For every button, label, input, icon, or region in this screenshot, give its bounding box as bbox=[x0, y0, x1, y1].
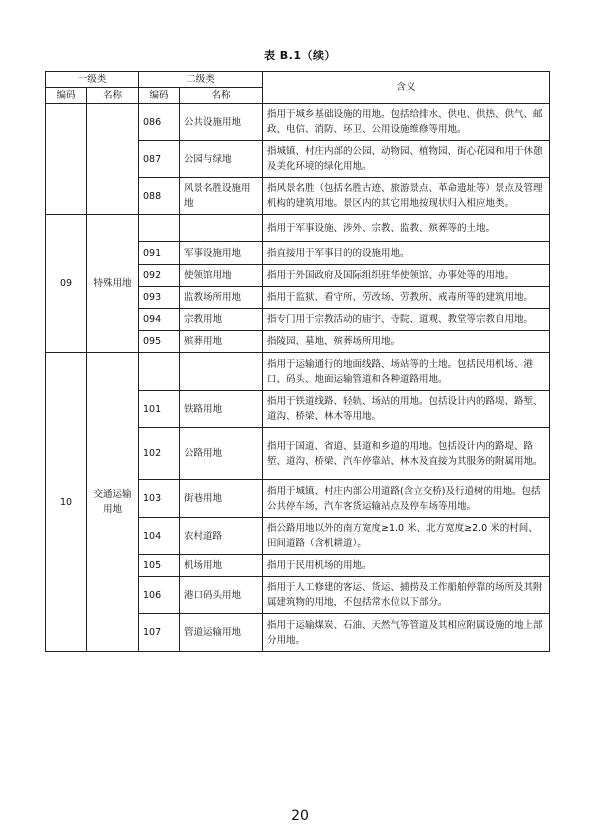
land-classification-table bbox=[45, 71, 550, 652]
level2-name: 农村道路 bbox=[180, 518, 263, 555]
level2-code: 102 bbox=[139, 428, 180, 480]
table-row bbox=[46, 353, 550, 391]
level1-code: 10 bbox=[46, 353, 87, 652]
level2-name bbox=[180, 215, 263, 242]
page-number: 20 bbox=[291, 808, 309, 824]
meaning-text: 指用于城乡基础设施的用地。包括给排水、供电、供热、供气、邮政、电信、消防、环卫、公用设施维修等用地。 bbox=[263, 104, 550, 141]
meaning-text: 指城镇、村庄内部的公园、动物园、植物园、街心花园和用于休憩及美化环境的绿化用地。 bbox=[263, 141, 550, 178]
meaning-text: 指直接用于军事目的的设施用地。 bbox=[263, 242, 550, 265]
level1-name: 特殊用地 bbox=[87, 215, 139, 353]
level2-code: 101 bbox=[139, 391, 180, 428]
meaning-text: 指用于国道、省道、县道和乡道的用地。包括设计内的路堤、路堑、道沟、桥梁、汽车停靠站、林木及直接为其服务的附属用地。 bbox=[263, 428, 550, 480]
level2-name: 街巷用地 bbox=[180, 480, 263, 518]
level2-name: 机场用地 bbox=[180, 555, 263, 577]
level2-code bbox=[139, 353, 180, 391]
meaning-text: 指用于城镇、村庄内部公用道路(含立交桥)及行道树的用地。包括公共停车场，汽车客货运输站点及停车场等用地。 bbox=[263, 480, 550, 518]
header-level2-name: 名称 bbox=[180, 88, 263, 104]
meaning-text: 指陵园、墓地、殡葬场所用地。 bbox=[263, 331, 550, 353]
level2-code: 087 bbox=[139, 141, 180, 178]
meaning-text: 指用于运输煤炭、石油、天然气等管道及其相应附属设施的地上部分用地。 bbox=[263, 614, 550, 652]
level2-code: 105 bbox=[139, 555, 180, 577]
level2-name: 宗教用地 bbox=[180, 309, 263, 331]
level1-name-cell bbox=[87, 104, 139, 215]
meaning-text: 指公路用地以外的南方宽度≥1.0 米、北方宽度≥2.0 米的村间、田间道路（含机耕道）。 bbox=[263, 518, 550, 555]
meaning-text: 指用于人工修建的客运、货运、捕捞及工作船舶停靠的场所及其附属建筑物的用地，不包括常水位以下部分。 bbox=[263, 577, 550, 614]
level2-name: 使领馆用地 bbox=[180, 265, 263, 287]
level2-code: 086 bbox=[139, 104, 180, 141]
level2-name bbox=[180, 353, 263, 391]
level2-name: 管道运输用地 bbox=[180, 614, 263, 652]
level2-name: 公共设施用地 bbox=[180, 104, 263, 141]
meaning-text: 指用于铁道线路、轻轨、场站的用地。包括设计内的路堤、路堑、道沟、桥梁、林木等用地。 bbox=[263, 391, 550, 428]
level2-code bbox=[139, 215, 180, 242]
level2-code: 107 bbox=[139, 614, 180, 652]
level2-code: 091 bbox=[139, 242, 180, 265]
header-row-1 bbox=[46, 72, 550, 88]
meaning-text: 指用于军事设施、涉外、宗教、监教、殡葬等的土地。 bbox=[263, 215, 550, 242]
level1-code: 09 bbox=[46, 215, 87, 353]
header-level1-code: 编码 bbox=[46, 88, 87, 104]
level2-code: 103 bbox=[139, 480, 180, 518]
meaning-text: 指风景名胜（包括名胜古迹、旅游景点、革命遗址等）景点及管理机构的建筑用地。景区内的其它用地按现状归入相应地类。 bbox=[263, 178, 550, 215]
level1-name: 交通运输用地 bbox=[87, 353, 139, 652]
header-level2-code: 编码 bbox=[139, 88, 180, 104]
level2-code: 104 bbox=[139, 518, 180, 555]
meaning-text: 指用于民用机场的用地。 bbox=[263, 555, 550, 577]
level2-name: 公园与绿地 bbox=[180, 141, 263, 178]
level2-code: 094 bbox=[139, 309, 180, 331]
level2-name: 军事设施用地 bbox=[180, 242, 263, 265]
meaning-text: 指用于监狱、看守所、劳改场、劳教所、戒毒所等的建筑用地。 bbox=[263, 287, 550, 309]
table-row bbox=[46, 215, 550, 242]
header-level1-name: 名称 bbox=[87, 88, 139, 104]
meaning-text: 指用于运输通行的地面线路、场站等的土地。包括民用机场、港口、码头、地面运输管道和各种道路用地。 bbox=[263, 353, 550, 391]
level2-code: 106 bbox=[139, 577, 180, 614]
level2-code: 095 bbox=[139, 331, 180, 353]
level2-name: 殡葬用地 bbox=[180, 331, 263, 353]
header-level1: 一级类 bbox=[46, 72, 139, 88]
level2-name: 铁路用地 bbox=[180, 391, 263, 428]
header-meaning: 含义 bbox=[263, 72, 550, 104]
level2-name: 监教场所用地 bbox=[180, 287, 263, 309]
meaning-text: 指用于外国政府及国际组织驻华使领馆、办事处等的用地。 bbox=[263, 265, 550, 287]
header-level2: 二级类 bbox=[139, 72, 263, 88]
level2-name: 风景名胜设施用地 bbox=[180, 178, 263, 215]
level2-name: 港口码头用地 bbox=[180, 577, 263, 614]
level2-name: 公路用地 bbox=[180, 428, 263, 480]
level2-code: 093 bbox=[139, 287, 180, 309]
level2-code: 088 bbox=[139, 178, 180, 215]
table-row bbox=[46, 104, 550, 141]
meaning-text: 指专门用于宗教活动的庙宇、寺院、道观、教堂等宗教自用地。 bbox=[263, 309, 550, 331]
table-title: 表 B.1（续） bbox=[263, 49, 337, 62]
level1-code-cell bbox=[46, 104, 87, 215]
level2-code: 092 bbox=[139, 265, 180, 287]
